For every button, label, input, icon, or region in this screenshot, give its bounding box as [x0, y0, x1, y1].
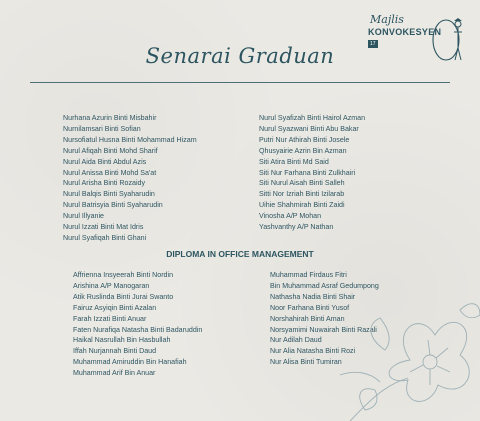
section-heading: DIPLOMA IN OFFICE MANAGEMENT — [166, 249, 314, 259]
list-item: Nur Alisa Binti Tumiran — [270, 358, 342, 367]
list-item: Nathasha Nadia Binti Shair — [270, 292, 356, 301]
page-title: Senarai Graduan — [145, 44, 335, 68]
list-item: Nur Alia Natasha Binti Rozi — [270, 347, 356, 356]
list-item: Nurul Afiqah Binti Mohd Sharif — [63, 146, 158, 155]
list-item: Sitti Nor Izriah Binti Izilarab — [259, 190, 345, 199]
list-item: Faten Nurafiqa Natasha Binti Badaruddin — [73, 325, 203, 334]
list-item: Norsyamimi Nuwairah Binti Razali — [270, 325, 377, 334]
logo-script-text: Majlis — [370, 13, 404, 26]
list-item: Haikal Nasrullah Bin Hasbullah — [73, 336, 171, 345]
list-item: Nurnilamsari Binti Sofian — [63, 124, 141, 133]
logo-main-text: KONVOKESYEN — [368, 27, 442, 37]
list-item: Atik Ruslinda Binti Jurai Swanto — [73, 292, 174, 301]
list-item: Siti Atira Binti Md Said — [259, 157, 329, 166]
list-item: Fairuz Asyiqin Binti Azalan — [73, 303, 157, 312]
list-item: Nurhana Azurin Binti Misbahir — [63, 114, 157, 122]
list-item: Nurul Syafiqah Binti Ghani — [63, 233, 147, 242]
title-divider — [30, 82, 450, 83]
list-item: Nurul Balqis Binti Syaharudin — [63, 190, 155, 199]
list-item: Arishina A/P Manogaran — [73, 281, 150, 290]
list-item: Muhammad Firdaus Fitri — [270, 271, 347, 279]
list-item: Muhammad Amiruddin Bin Hanafiah — [73, 358, 187, 367]
list-item: Noor Farhana Binti Yusof — [270, 303, 350, 312]
list-item: Putri Nur Athirah Binti Josele — [259, 135, 350, 144]
flower-line-art-icon — [330, 290, 480, 421]
list-item: Nurul Syazwani Binti Abu Bakar — [259, 124, 359, 133]
graduate-list-bottom-left — [73, 270, 202, 379]
list-item: Vinosha A/P Mohan — [259, 212, 322, 221]
list-item: Siti Nurul Aisah Binti Salleh — [259, 179, 345, 188]
list-item: Nursofiatul Husna Binti Mohammad Hizam — [63, 135, 197, 144]
list-item: Affrienna Insyeerah Binti Nordin — [73, 271, 174, 279]
list-item: Nurul Batrisyia Binti Syaharudin — [63, 201, 163, 210]
list-item: Nurul Izzati Binti Mat Idris — [63, 223, 144, 232]
list-item: Nurul Syafizah Binti Hairol Azman — [259, 114, 366, 122]
list-item: Yashvanthy A/P Nathan — [259, 223, 334, 232]
list-item: Nurul Arisha Binti Rozaidy — [63, 179, 146, 188]
list-item: Nurul Anissa Binti Mohd Sa'at — [63, 168, 157, 177]
list-item: Nurul Aida Binti Abdul Azis — [63, 157, 147, 166]
graduate-list-top-right — [259, 113, 365, 233]
list-item: Farah Izzati Binti Anuar — [73, 314, 147, 323]
list-item: Uihie Shahmirah Binti Zaidi — [259, 201, 345, 210]
list-item: Iffah Nurjannah Binti Daud — [73, 347, 157, 356]
list-item: Norshahirah Binti Aman — [270, 314, 345, 323]
graduate-list-top-left — [63, 113, 197, 244]
list-item: Muhammad Arif Bin Anuar — [73, 369, 156, 378]
list-item: Qhusyairie Azrin Bin Azman — [259, 146, 347, 155]
list-item: Nur Adilah Daud — [270, 336, 322, 345]
logo-tag: 17 — [370, 41, 376, 47]
list-item: Siti Nur Farhana Binti Zulkhairi — [259, 168, 356, 177]
list-item: Bin Muhammad Asraf Gedumpong — [270, 281, 379, 290]
list-item: Nurul Illyanie — [63, 212, 105, 221]
